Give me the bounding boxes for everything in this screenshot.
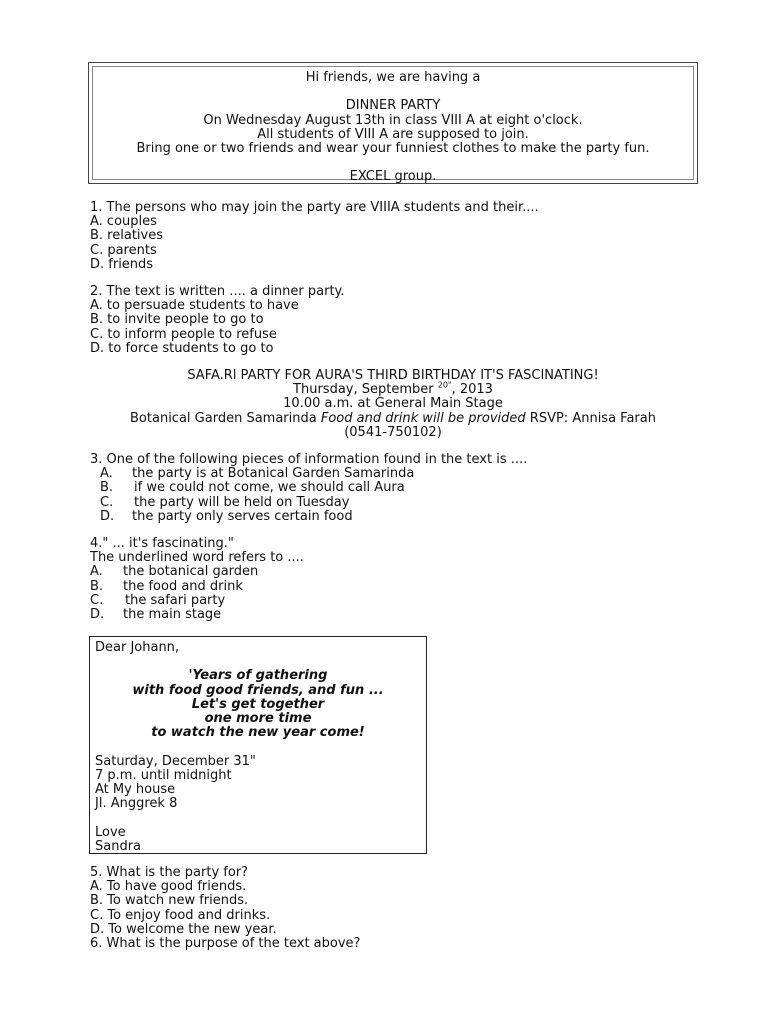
question-1 — [90, 201, 539, 272]
poem-line: one more time — [204, 711, 312, 726]
poem-line: with food good friends, and fun ... — [132, 682, 384, 698]
invitation-signature: EXCEL group. — [349, 169, 437, 185]
option: A. the botanical garden — [90, 564, 259, 580]
option: D. friends — [90, 256, 154, 272]
notice-line: SAFA.Rl PARTY FOR AURA'S THIRD BIRTHDAY IT'S FASCINATING! — [187, 368, 599, 383]
invitation-box-inner — [92, 66, 694, 185]
question-text: The underlined word refers to .... — [90, 550, 304, 566]
invitation-line: Hi friends, we are having a — [305, 70, 481, 85]
question-5 — [90, 866, 360, 951]
question-text: 3. One of the following pieces of information found in the text is .... — [90, 452, 528, 467]
option: C. the party will be held on Tuesday — [100, 494, 350, 510]
option: C. the safari party — [90, 592, 226, 608]
option: A. couples — [90, 214, 157, 230]
letter-signature: Sandra — [95, 838, 142, 854]
notice-line: (0541-750102) — [344, 424, 442, 440]
question-text: 5. What is the party for? — [90, 865, 249, 880]
invitation-box — [88, 62, 698, 184]
option: B. if we could not come, we should call Aura — [100, 480, 405, 496]
letter-detail: 7 p.m. until midnight — [95, 767, 232, 783]
letter-closing: Love — [95, 824, 126, 840]
question-6-text: 6. What is the purpose of the text above? — [90, 936, 361, 952]
option: D. to force students to go to — [90, 340, 274, 356]
invitation-line: Bring one or two friends and wear your funniest clothes to make the party fun. — [136, 141, 650, 156]
option: C. to inform people to refuse — [90, 326, 277, 342]
letter-detail: At My house — [95, 782, 176, 797]
letter-detail: Saturday, December 31" — [95, 753, 256, 769]
invitation-line: All students of VIII A are supposed to join. — [257, 126, 529, 142]
option: D. the party only serves certain food — [100, 508, 353, 524]
question-text: 1. The persons who may join the party are VIIIA students and their.... — [90, 200, 539, 215]
new-year-letter-box — [89, 636, 427, 854]
notice-line: Thursday, September $^{20"}$, 2013 — [293, 380, 493, 398]
option: B. to invite people to go to — [90, 312, 264, 328]
option: B. To watch new friends. — [90, 893, 249, 909]
question-quote: 4." ... it's fascinating." — [90, 536, 234, 551]
letter-poem — [95, 669, 421, 740]
option: D. the main stage — [90, 607, 222, 623]
notice-line: Botanical Garden Samarinda Food and drink will be provided RSVP: Annisa Farah — [130, 410, 656, 426]
question-text: 2. The text is written .... a dinner party. — [90, 284, 345, 299]
option: C. To enjoy food and drinks. — [90, 907, 271, 923]
option: A. to persuade students to have — [90, 298, 299, 314]
option: A. To have good friends. — [90, 879, 247, 895]
option: D. To welcome the new year. — [90, 921, 277, 937]
notice-line: 10.00 a.m. at General Main Stage — [283, 396, 503, 412]
invitation-line: On Wednesday August 13th in class VIII A at eight o'clock. — [203, 112, 583, 128]
option: A. the party is at Botanical Garden Samarinda — [100, 466, 415, 482]
letter-detail: Jl. Anggrek 8 — [95, 796, 178, 812]
option: B. the food and drink — [90, 578, 243, 594]
option: B. relatives — [90, 228, 163, 244]
poem-line: Let's get together — [191, 696, 325, 712]
letter-greeting: Dear Johann, — [95, 640, 180, 655]
poem-line: to watch the new year come! — [151, 725, 365, 741]
question-3 — [90, 453, 527, 524]
poem-line: 'Years of gathering — [188, 668, 328, 684]
birthday-notice — [88, 369, 698, 440]
invitation-title: DINNER PARTY — [345, 98, 441, 114]
question-2 — [90, 285, 345, 356]
option: C. parents — [90, 242, 157, 258]
question-4 — [90, 537, 304, 622]
